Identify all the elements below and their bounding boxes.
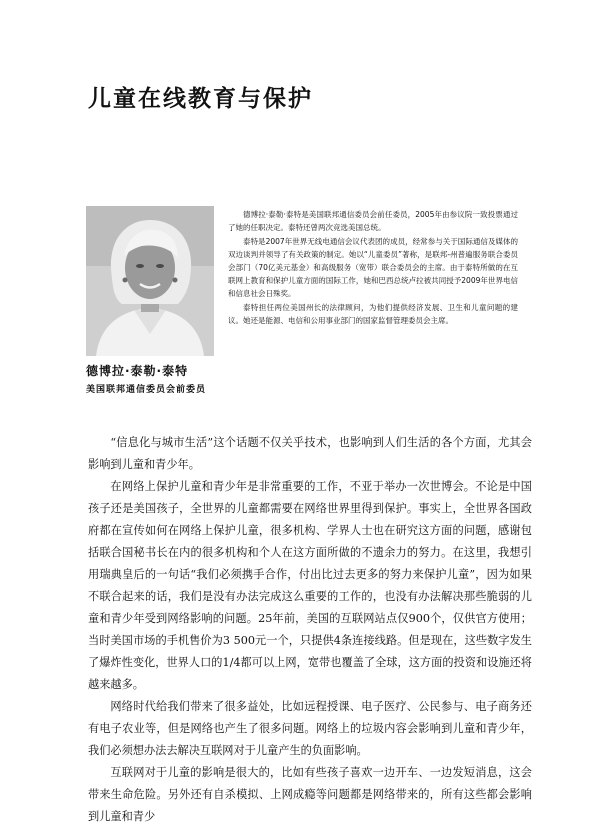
article-title: 儿童在线教育与保护 xyxy=(88,86,313,112)
author-name: 德博拉·泰勒·泰特 xyxy=(86,364,189,378)
body-paragraph: “信息化与城市生活”这个话题不仅关乎技术，也影响到人们生活的各个方面，尤其会影响到儿童和青少年。 xyxy=(88,436,532,471)
author-photo-icon xyxy=(86,206,214,356)
author-position: 美国联邦通信委员会前委员 xyxy=(86,385,207,395)
body-paragraph: 网络时代给我们带来了很多益处，比如远程授课、电子医疗、公民参与、电子商务还有电子农业等，但是网络也产生了很多问题。网络上的垃圾内容会影响到儿童和青少年，我们必须想办法去解决互联网对于儿童产生的负面影响。 xyxy=(88,700,532,757)
body-paragraph: 互联网对于儿童的影响是很大的，比如有些孩子喜欢一边开车、一边发短消息，这会带来生命危险。另外还有自杀模拟、上网成瘾等问题都是网络带来的，所有这些都会影响到儿童和青少 xyxy=(88,766,532,823)
bio-paragraph: 德博拉·泰勒·泰特是美国联邦通信委员会前任委员，2005年由参议院一致投票通过了她的任职决定。泰特还曾两次竞选美国总统。 xyxy=(228,210,518,232)
body-paragraph: 在网络上保护儿童和青少年是非常重要的工作，不亚于举办一次世博会。不论是中国孩子还是美国孩子，全世界的儿童都需要在网络世界里得到保护。事实上，全世界各国政府都在宣传如何在网络上保护儿童，很多机构、学界人士也在研究这方面的问题，感谢包括联合国秘书长在内的很多机构和个人在这方面所做的不遗余力的努力。在这里，我想引用瑞典皇后的一句话“我们必须携手合作，付出比过去更多的努力来保护儿童”，因为如果不联合起来的话，我们是没有办法完成这么重要的工作的，也没有办法解决那些脆弱的儿童和青少年受到网络影响的问题。25年前，美国的互联网站点仅900个，仅供官方使用；当时美国市场的手机售价为3 500元一个，只提供4条连接线路。但是现在，这些数字发生了爆炸性变化，世界人口的1/4都可以上网，宽带也覆盖了全球，这方面的投资和设施还将越来越多。 xyxy=(88,480,532,691)
author-bio xyxy=(228,208,518,328)
bio-paragraph: 泰特担任两位美国州长的法律顾问，为他们提供经济发展、卫生和儿童问题的建议。她还是能源、电信和公用事业部门的国家监督管理委员会主席。 xyxy=(228,303,518,325)
article-body xyxy=(88,432,532,828)
author-portrait xyxy=(86,206,214,356)
bio-paragraph: 泰特是2007年世界无线电通信会议代表团的成员，经常参与关于国际通信及媒体的双边谈判并领导了有关政策的制定。她以“儿童委员”著称，是联邦-州普遍服务联合委员会部门（70亿美元基金）和高级服务（宽带）联合委员会的主席。由于泰特所做的在互联网上教育和保护儿童方面的国际工作，她和巴西总统卢拉被共同授予2009年世界电信和信息社会日殊奖。 xyxy=(228,237,518,298)
